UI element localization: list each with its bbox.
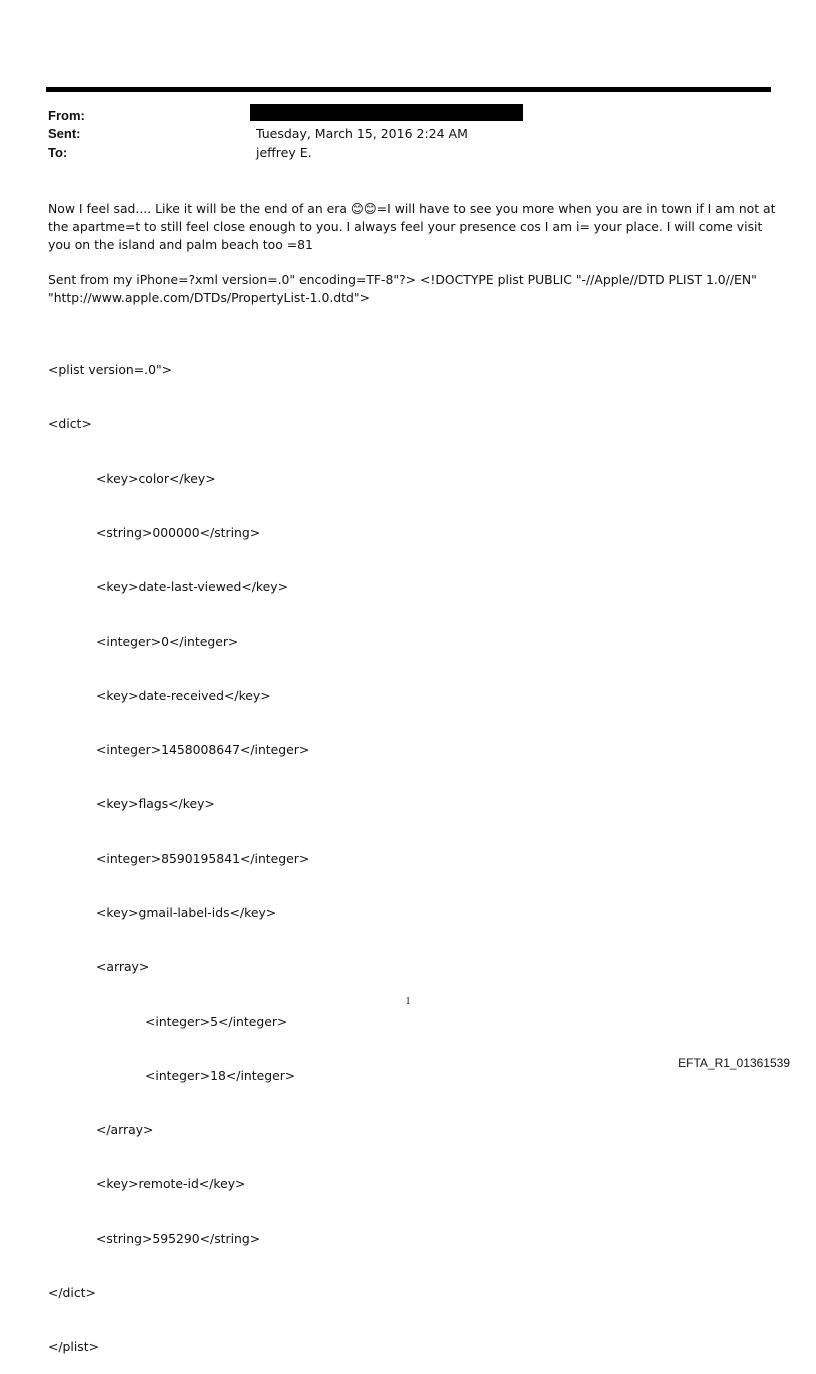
plist-line: <integer>8590195841</integer> — [96, 850, 310, 866]
plist-line: <key>gmail-label-ids</key> — [96, 905, 277, 920]
plist-line: <integer>0</integer> — [96, 633, 239, 649]
plist-line: </plist> — [48, 1339, 100, 1355]
plist-line: <integer>5</integer> — [145, 1013, 288, 1029]
plist-line: <string>595290</string> — [96, 1230, 261, 1246]
plist-line: <key>flags</key> — [96, 796, 215, 812]
plist-line: <plist version=.0"> — [48, 362, 173, 378]
plist-line: </dict> — [48, 1284, 96, 1300]
message-paragraph-2-line-2: "http://www.apple.com/DTDs/PropertyList-1.0.dtd"> — [48, 290, 370, 305]
plist-line: <key>color</key> — [96, 470, 216, 486]
header-rule — [46, 87, 771, 92]
document-id: EFTA_R1_01361539 — [678, 1056, 790, 1070]
plist-line: <key>date-last-viewed</key> — [96, 579, 288, 595]
plist-line: <string>000000</string> — [96, 525, 261, 541]
plist-line: <key>remote-id</key> — [96, 1176, 246, 1192]
plist-line: <array> — [96, 959, 150, 975]
from-label: From: — [48, 108, 85, 123]
page-number: 1 — [405, 996, 411, 1007]
from-redaction — [250, 104, 523, 121]
plist-line: </array> — [96, 1122, 154, 1138]
message-paragraph-2-line-1: Sent from my iPhone=?xml version=.0" encoding=TF-8"?> <!DOCTYPE plist PUBLIC "-//Apple//DTD PLIST 1.0//EN" — [48, 272, 757, 287]
to-label: To: — [48, 145, 68, 160]
plist-block — [48, 325, 309, 1374]
plist-line: <dict> — [48, 416, 92, 432]
plist-line: <key>date-received</key> — [96, 687, 271, 703]
plist-line: <integer>18</integer> — [145, 1067, 296, 1083]
plist-line: <integer>1458008647</integer> — [96, 742, 310, 758]
sent-value: Tuesday, March 15, 2016 2:24 AM — [256, 126, 468, 141]
to-value: jeffrey E. — [256, 145, 312, 160]
sent-label: Sent: — [48, 126, 81, 141]
message-paragraph-1: Now I feel sad.... Like it will be the end of an era 😊😊=I will have to see you more when you are in town if I am not at the apartme=t to still feel close enough to you. I always feel your presence cos I am i= your place. I will come visit you on the island and palm beach too =81 — [48, 201, 776, 252]
